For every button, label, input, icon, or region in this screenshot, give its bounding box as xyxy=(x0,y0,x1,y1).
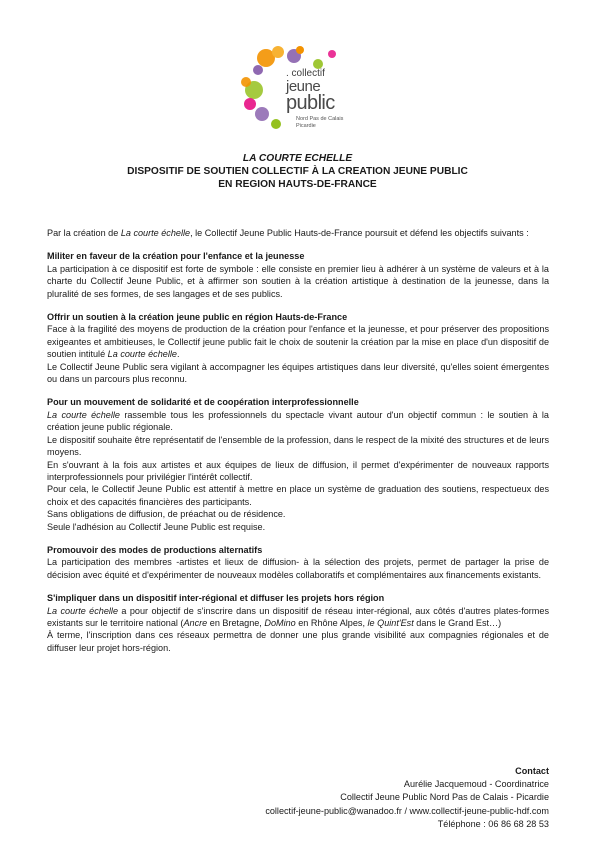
s3-text-italic: La courte échelle xyxy=(47,409,120,420)
s5-text-italic-quintest: le Quint'Est xyxy=(367,617,414,628)
section-inter-regional-paragraph-2: À terme, l'inscription dans ces réseaux permettra de donner une plus grande visibilité aux compagnies régionales et de diffuser leur projet hors-région. xyxy=(47,630,549,653)
section-solidarite-paragraph-6: Seule l'adhésion au Collectif Jeune Public est requise. xyxy=(47,521,266,532)
section-solidarite-paragraph-4: Pour cela, le Collectif Jeune Public est attentif à mettre en place un système de graduation des soutiens, respectueux des choix et des capacités financières des participants. xyxy=(47,484,549,507)
section-solidarite-paragraph-5: Sans obligations de diffusion, de préachat ou de résidence. xyxy=(47,509,286,520)
intro-text-italic: La courte échelle xyxy=(120,228,191,238)
title-line-2: DISPOSITIF DE SOUTIEN COLLECTIF À LA CREATION JEUNE PUBLIC xyxy=(127,166,468,177)
document-title xyxy=(0,152,595,191)
section-solidarite-paragraph-1 xyxy=(47,409,549,434)
title-line-1: LA COURTE ECHELLE xyxy=(242,153,353,164)
section-inter-regional-paragraph-1 xyxy=(47,605,549,630)
title-line-3: EN REGION HAUTS-DE-FRANCE xyxy=(218,179,377,190)
section-heading-productions: Promouvoir des modes de productions alternatifs xyxy=(47,544,263,555)
logo-line-region: Nord Pas de Calais xyxy=(296,116,344,122)
s5-text-h: dans le Grand Est…) xyxy=(413,617,502,628)
section-heading-inter-regional: S'impliquer dans un dispositif inter-régional et diffuser les projets hors région xyxy=(47,593,385,604)
section-solidarite-paragraph-3: En s'ouvrant à la fois aux artistes et aux équipes de lieux de diffusion, il permet d'expérimenter de nouveaux rapports interprofessionnels pour privilégier l'intérêt collectif. xyxy=(47,459,549,482)
logo-line-picardie: Picardie xyxy=(296,123,316,129)
s2-text-c: . xyxy=(176,349,180,360)
section-heading-soutien: Offrir un soutien à la création jeune public en région Hauts-de-France xyxy=(47,312,348,323)
section-soutien-paragraph-1 xyxy=(47,323,549,360)
document-body xyxy=(47,227,549,654)
contact-heading: Contact xyxy=(515,766,549,776)
s5-text-b: a pour objectif de s'inscrire dans un dispositif de réseau inter-régional, aux côtés d'autres plates-formes existants sur le territoire national ( xyxy=(47,605,549,628)
contact-organisation: Collectif Jeune Public Nord Pas de Calais - Picardie xyxy=(340,792,549,803)
s5-text-italic-ancre: Ancre xyxy=(183,617,208,628)
intro-text-a: Par la création de xyxy=(47,228,121,238)
contact-email-website: collectif-jeune-public@wanadoo.fr / www.collectif-jeune-public-hdf.com xyxy=(265,805,549,816)
logo-line-public: public xyxy=(286,92,335,114)
s3-text-b: rassemble tous les professionnels du spectacle vivant autour d'un objectif commun : le soutien à la création jeune public régionale. xyxy=(47,409,549,433)
s2-text-a: Face à la fragilité des moyens de production de la création pour l'enfance et la jeunesse, et pour préserver des propositions exigeantes et ambitieuses, le Collectif jeune public fait le choix de soutenir la création par la mise en place d'un dispositif de soutien intitulé xyxy=(47,324,549,360)
section-solidarite-paragraph-2: Le dispositif souhaite être représentatif de l'ensemble de la profession, dans le respect de la mixité des structures et de leurs moyens. xyxy=(47,434,549,458)
section-productions-paragraph: La participation des membres -artistes et lieux de diffusion- à la sélection des projets, permet de partager la prise de décision avec équité et d'expérimenter de nouveaux modèles collaboratifs et complémentaires aux financements existants. xyxy=(47,557,549,580)
collectif-logo xyxy=(236,42,366,142)
contact-name: Aurélie Jacquemoud - Coordinatrice xyxy=(403,779,549,790)
logo-line-collectif: . collectif xyxy=(286,68,325,79)
section-heading-solidarite: Pour un mouvement de solidarité et de coopération interprofessionnelle xyxy=(47,397,359,408)
s5-text-f: en Rhône Alpes, xyxy=(295,617,368,628)
s5-text-d: en Bretagne, xyxy=(207,617,265,628)
s5-text-italic-domino: DoMino xyxy=(264,617,296,628)
s5-text-italic-a: La courte échelle xyxy=(47,605,118,616)
contact-block xyxy=(265,765,549,831)
intro-paragraph xyxy=(47,227,549,239)
s2-text-italic: La courte échelle xyxy=(107,349,177,360)
section-heading-militer: Militer en faveur de la création pour l'enfance et la jeunesse xyxy=(47,251,305,262)
contact-phone: Téléphone : 06 86 68 28 53 xyxy=(437,818,549,829)
section-militer-paragraph: La participation à ce dispositif est forte de symbole : elle consiste en premier lieu à adhérer à un système de valeurs et à la charte du Collectif Jeune Public, et à affirmer son soutien à la création artistique à destination de la jeunesse, dans la pluralité de ses formes, de ses langages et de ses publics. xyxy=(47,263,549,299)
logo-line-jeune: jeune xyxy=(286,78,321,95)
section-soutien-paragraph-2: Le Collectif Jeune Public sera vigilant à accompagner les équipes artistiques dans leur diversité, qu'elles soient émergentes ou dans un parcours plus reconnu. xyxy=(47,361,549,385)
intro-text-c: , le Collectif Jeune Public Hauts-de-France poursuit et défend les objectifs suivants : xyxy=(190,228,529,238)
